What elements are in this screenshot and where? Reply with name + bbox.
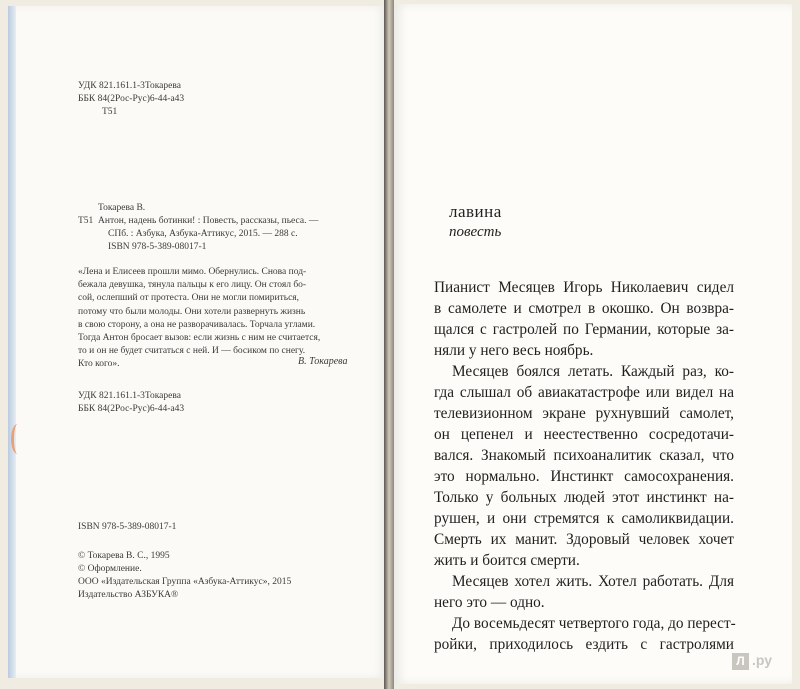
annotation-line: Кто кого». bbox=[78, 359, 120, 370]
annotation-line: потому что были молоды. Они хотели развернуть жизнь bbox=[78, 306, 306, 317]
bib-line: СПб. : Азбука, Азбука-Аттикус, 2015. — 288 с. bbox=[108, 229, 298, 239]
text-line: Только у больных людей этот инстинкт на- bbox=[434, 489, 734, 506]
copyright-line: © Токарева В. С., 1995 bbox=[78, 551, 170, 561]
copyright-line: Издательство АЗБУКА® bbox=[78, 590, 179, 600]
udk-line: УДК 821.161.1-3Токарева bbox=[78, 81, 181, 91]
text-line: него это — одно. bbox=[434, 594, 545, 611]
catalog-code: Т51 bbox=[78, 216, 94, 226]
text-line: в самолете и смотрел в окошко. Он возвра- bbox=[434, 300, 734, 317]
text-line: Месяцев боялся летать. Каждый раз, ко- bbox=[452, 363, 734, 380]
text-line: он цепенел и неестественно сосредотачи- bbox=[434, 426, 734, 443]
annotation-line: «Лена и Елисеев прошли мимо. Обернулись. Снова под- bbox=[78, 267, 307, 277]
copyright-block bbox=[78, 550, 291, 602]
annotation-line: то и он не будет считаться с ней. И — босиком по снегу. bbox=[78, 346, 306, 357]
copyright-line: © Оформление. bbox=[78, 564, 142, 574]
story-subtitle: повесть bbox=[449, 224, 502, 240]
watermark bbox=[732, 652, 772, 670]
bibliographic-record bbox=[98, 215, 318, 254]
text-line: это нормально. Инстинкт самосохранения. bbox=[434, 468, 734, 485]
udk-top-block bbox=[78, 80, 184, 119]
story-title: лавина bbox=[449, 202, 502, 221]
left-page bbox=[8, 6, 386, 678]
isbn-line: ISBN 978-5-389-08017-1 bbox=[108, 242, 207, 252]
udk-line: УДК 821.161.1-3Токарева bbox=[78, 391, 181, 401]
text-line: ройки, приходилось ездить с гастролями bbox=[434, 636, 734, 653]
text-line: жить и боится смерти. bbox=[434, 552, 580, 569]
annotation-line: сой, ослепший от протеста. Они не могли помириться, bbox=[78, 293, 300, 304]
text-line: телевизионном экране рухнувший самолет, bbox=[434, 405, 734, 422]
udk-bottom-block bbox=[78, 390, 184, 416]
text-line: Пианист Месяцев Игорь Николаевич сидел bbox=[434, 279, 734, 296]
annotation-line: бежала девушка, тянула пальцы к его лицу. Он стоял бо- bbox=[78, 280, 307, 291]
text-line: няли у него весь ноябрь. bbox=[434, 342, 594, 359]
annotation-line: Тогда Антон бросает вызов: если жизнь с ним не считается, bbox=[78, 333, 321, 344]
author-code: Т51 bbox=[102, 107, 118, 117]
text-line: Смерть их манит. Здоровый человек хочет bbox=[434, 531, 734, 548]
text-line: щался с гастролей по Германии, которые за- bbox=[434, 321, 734, 338]
watermark-logo-icon: Л bbox=[732, 653, 749, 670]
book-spine bbox=[384, 0, 394, 689]
bib-line: Антон, надень ботинки! : Повесть, рассказы, пьеса. — bbox=[98, 216, 319, 226]
annotation-line: в свою сторону, а она не разворачивалась. Торчала углами. bbox=[78, 319, 316, 330]
bbk-line: ББК 84(2Рос-Рус)6-44-а43 bbox=[78, 94, 185, 104]
watermark-text: .ру bbox=[751, 652, 772, 668]
page-mark bbox=[11, 424, 24, 454]
text-line: гда слышал об авиакатастрофе или видел на bbox=[434, 384, 734, 401]
copyright-line: ООО «Издательская Группа «Азбука-Аттикус», 2015 bbox=[78, 577, 292, 587]
text-line: Месяцев хотел жить. Хотел работать. Для bbox=[452, 573, 734, 590]
signature: В. Токарева bbox=[298, 356, 348, 367]
text-line: До восемьдесят четвертого года, до перест- bbox=[452, 615, 736, 632]
annotation bbox=[78, 266, 321, 372]
isbn: ISBN 978-5-389-08017-1 bbox=[78, 522, 177, 532]
bbk-line: ББК 84(2Рос-Рус)6-44-а43 bbox=[78, 404, 185, 414]
story-text bbox=[434, 277, 734, 655]
text-line: рушен, и они стремятся к самоликвидации. bbox=[434, 510, 734, 527]
right-page bbox=[394, 4, 792, 684]
author-name: Токарева В. bbox=[98, 203, 146, 213]
text-line: вался. Знакомый психоаналитик сказал, что bbox=[434, 447, 734, 464]
